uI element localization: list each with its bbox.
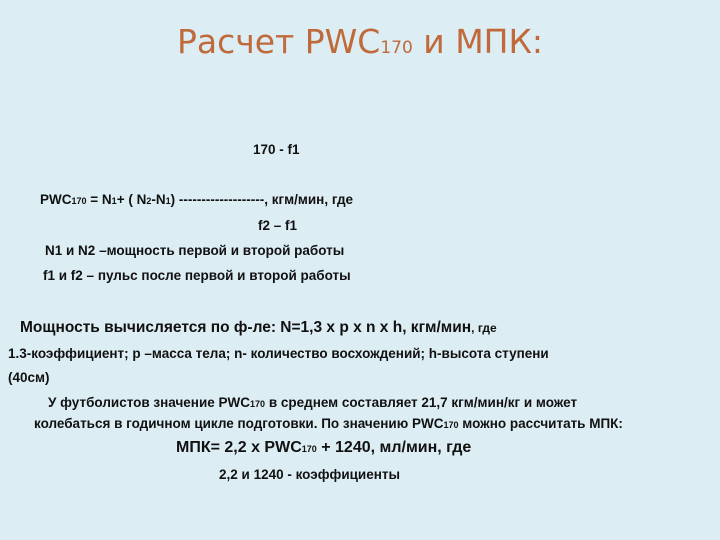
football-line-2-a: колебаться в годичном цикле подготовки. По значению PWC xyxy=(34,416,444,431)
formula-line xyxy=(40,192,353,209)
formula-n1-sub: 1 xyxy=(111,196,117,206)
mpk-formula-sub: 170 xyxy=(301,444,317,454)
formula-numerator: 170 - f1 xyxy=(253,142,300,157)
title-text: Расчет PWC xyxy=(176,22,381,61)
mpk-formula xyxy=(176,440,471,457)
power-height: (40см) xyxy=(8,370,50,385)
formula-n2-sub: 2 xyxy=(146,196,152,206)
definition-n: N1 и N2 –мощность первой и второй работы xyxy=(45,243,345,258)
formula-pwc: PWC xyxy=(40,192,72,207)
power-formula xyxy=(20,320,497,336)
football-line-1-b: в среднем составляет 21,7 кгм/мин/кг и может xyxy=(265,395,578,410)
mpk-formula-a: МПК= 2,2 x PWC xyxy=(176,439,302,456)
football-line-2-sub: 170 xyxy=(443,420,459,430)
power-formula-text: Мощность вычисляется по ф-ле: N=1,3 x p x n x h, кгм/мин xyxy=(20,319,472,336)
formula-pwc-sub: 170 xyxy=(71,196,87,206)
power-coefficients: 1.3-коэффициент; р –масса тела; n- количество восхождений; h-высота ступени xyxy=(8,346,549,361)
formula-n1b: -N xyxy=(151,192,166,207)
football-line-2 xyxy=(34,416,623,433)
formula-n1b-sub: 1 xyxy=(165,196,171,206)
mpk-formula-b: + 1240, мл/мин, где xyxy=(316,439,472,456)
title-rest: и МПК: xyxy=(412,22,544,61)
football-line-2-b: можно рассчитать МПК: xyxy=(458,416,623,431)
formula-n2: + ( N xyxy=(116,192,147,207)
title-subscript: 170 xyxy=(380,38,413,58)
football-line-1-sub: 170 xyxy=(250,399,266,409)
formula-rest: ) -------------------, кгм/мин, где xyxy=(170,192,354,207)
formula-n1: = N xyxy=(86,192,112,207)
power-formula-suffix: , где xyxy=(471,321,497,335)
football-line-1 xyxy=(48,395,577,412)
mpk-coefficients: 2,2 и 1240 - коэффициенты xyxy=(219,467,401,482)
definition-f: f1 и f2 – пульс после первой и второй работы xyxy=(43,268,351,283)
formula-denominator: f2 – f1 xyxy=(258,218,298,233)
football-line-1-a: У футболистов значение PWC xyxy=(48,395,251,410)
slide-title xyxy=(0,22,720,61)
